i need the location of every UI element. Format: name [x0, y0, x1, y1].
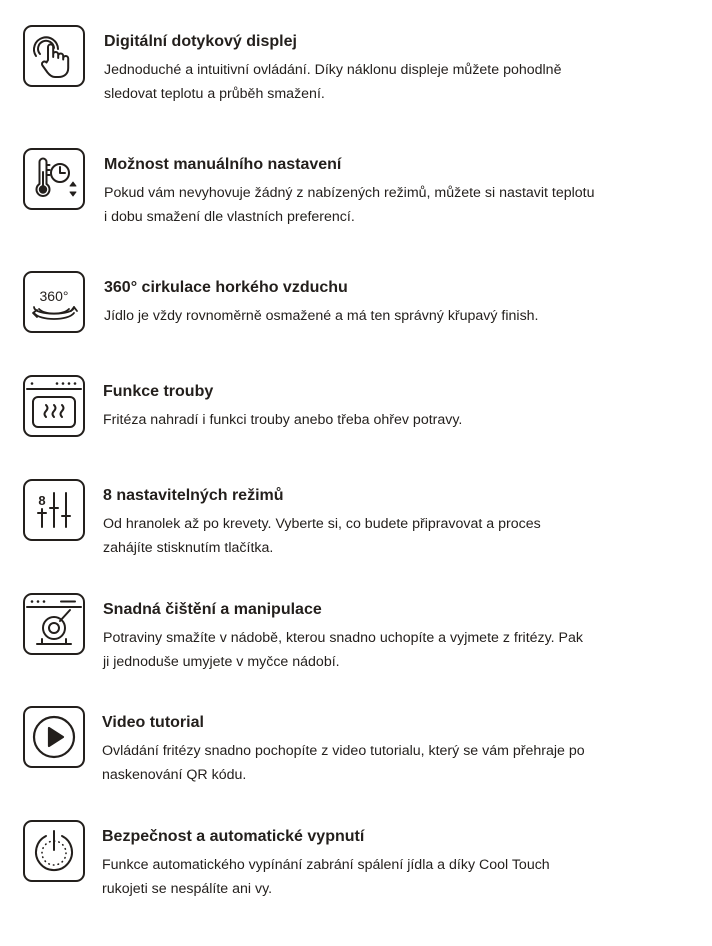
feature-description	[103, 626, 663, 674]
feature-title: Video tutorial	[102, 714, 204, 731]
description-line: Od hranolek až po krevety. Vyberte si, co budete připravovat a proces	[103, 516, 541, 532]
description-line: Pokud vám nevyhovuje žádný z nabízených režimů, můžete si nastavit teplotu	[104, 185, 595, 201]
description-line: zahájíte stisknutím tlačítka.	[103, 540, 274, 556]
feature-description	[104, 304, 664, 328]
feature-title: Snadná čištění a manipulace	[103, 601, 322, 618]
thermometer-timer-icon	[23, 148, 85, 210]
feature-description	[103, 512, 663, 560]
dishwasher-icon	[23, 593, 85, 655]
description-line: Funkce automatického vypínání zabrání spálení jídla a díky Cool Touch	[102, 857, 550, 873]
feature-title: Bezpečnost a automatické vypnutí	[102, 828, 365, 845]
touch-display-icon	[23, 25, 85, 87]
feature-title: 360° cirkulace horkého vzduchu	[104, 279, 348, 296]
description-line: sledovat teplotu a průběh smažení.	[104, 86, 325, 102]
sliders-8-modes-icon	[23, 479, 85, 541]
360-circulation-icon	[23, 271, 85, 333]
description-line: Ovládání fritézy snadno pochopíte z video tutorialu, který se vám přehraje po	[102, 743, 585, 759]
play-icon	[23, 706, 85, 768]
description-line: rukojeti se nespálíte ani vy.	[102, 881, 273, 897]
description-line: naskenování QR kódu.	[102, 767, 247, 783]
feature-description	[102, 739, 662, 787]
feature-title: 8 nastavitelných režimů	[103, 487, 284, 504]
modes-count-label: 8	[38, 493, 46, 508]
description-line: Fritéza nahradí i funkci trouby anebo třeba ohřev potravy.	[103, 412, 463, 428]
feature-title: Funkce trouby	[103, 383, 214, 400]
feature-title: Digitální dotykový displej	[104, 33, 297, 50]
feature-description	[102, 853, 662, 901]
oven-icon	[23, 375, 85, 437]
description-line: ji jednoduše umyjete v myčce nádobí.	[103, 654, 340, 670]
description-line: i dobu smažení dle vlastních preferencí.	[104, 209, 355, 225]
description-line: Jednoduché a intuitivní ovládání. Díky náklonu displeje můžete pohodlně	[104, 62, 562, 78]
feature-title: Možnost manuálního nastavení	[104, 156, 342, 173]
360-label: 360°	[39, 288, 69, 304]
feature-description	[103, 408, 663, 432]
feature-description	[104, 58, 664, 106]
description-line: Jídlo je vždy rovnoměrně osmažené a má ten správný křupavý finish.	[104, 308, 539, 324]
feature-description	[104, 181, 664, 229]
auto-power-off-icon	[23, 820, 85, 882]
description-line: Potraviny smažíte v nádobě, kterou snadno uchopíte a vyjmete z fritézy. Pak	[103, 630, 583, 646]
